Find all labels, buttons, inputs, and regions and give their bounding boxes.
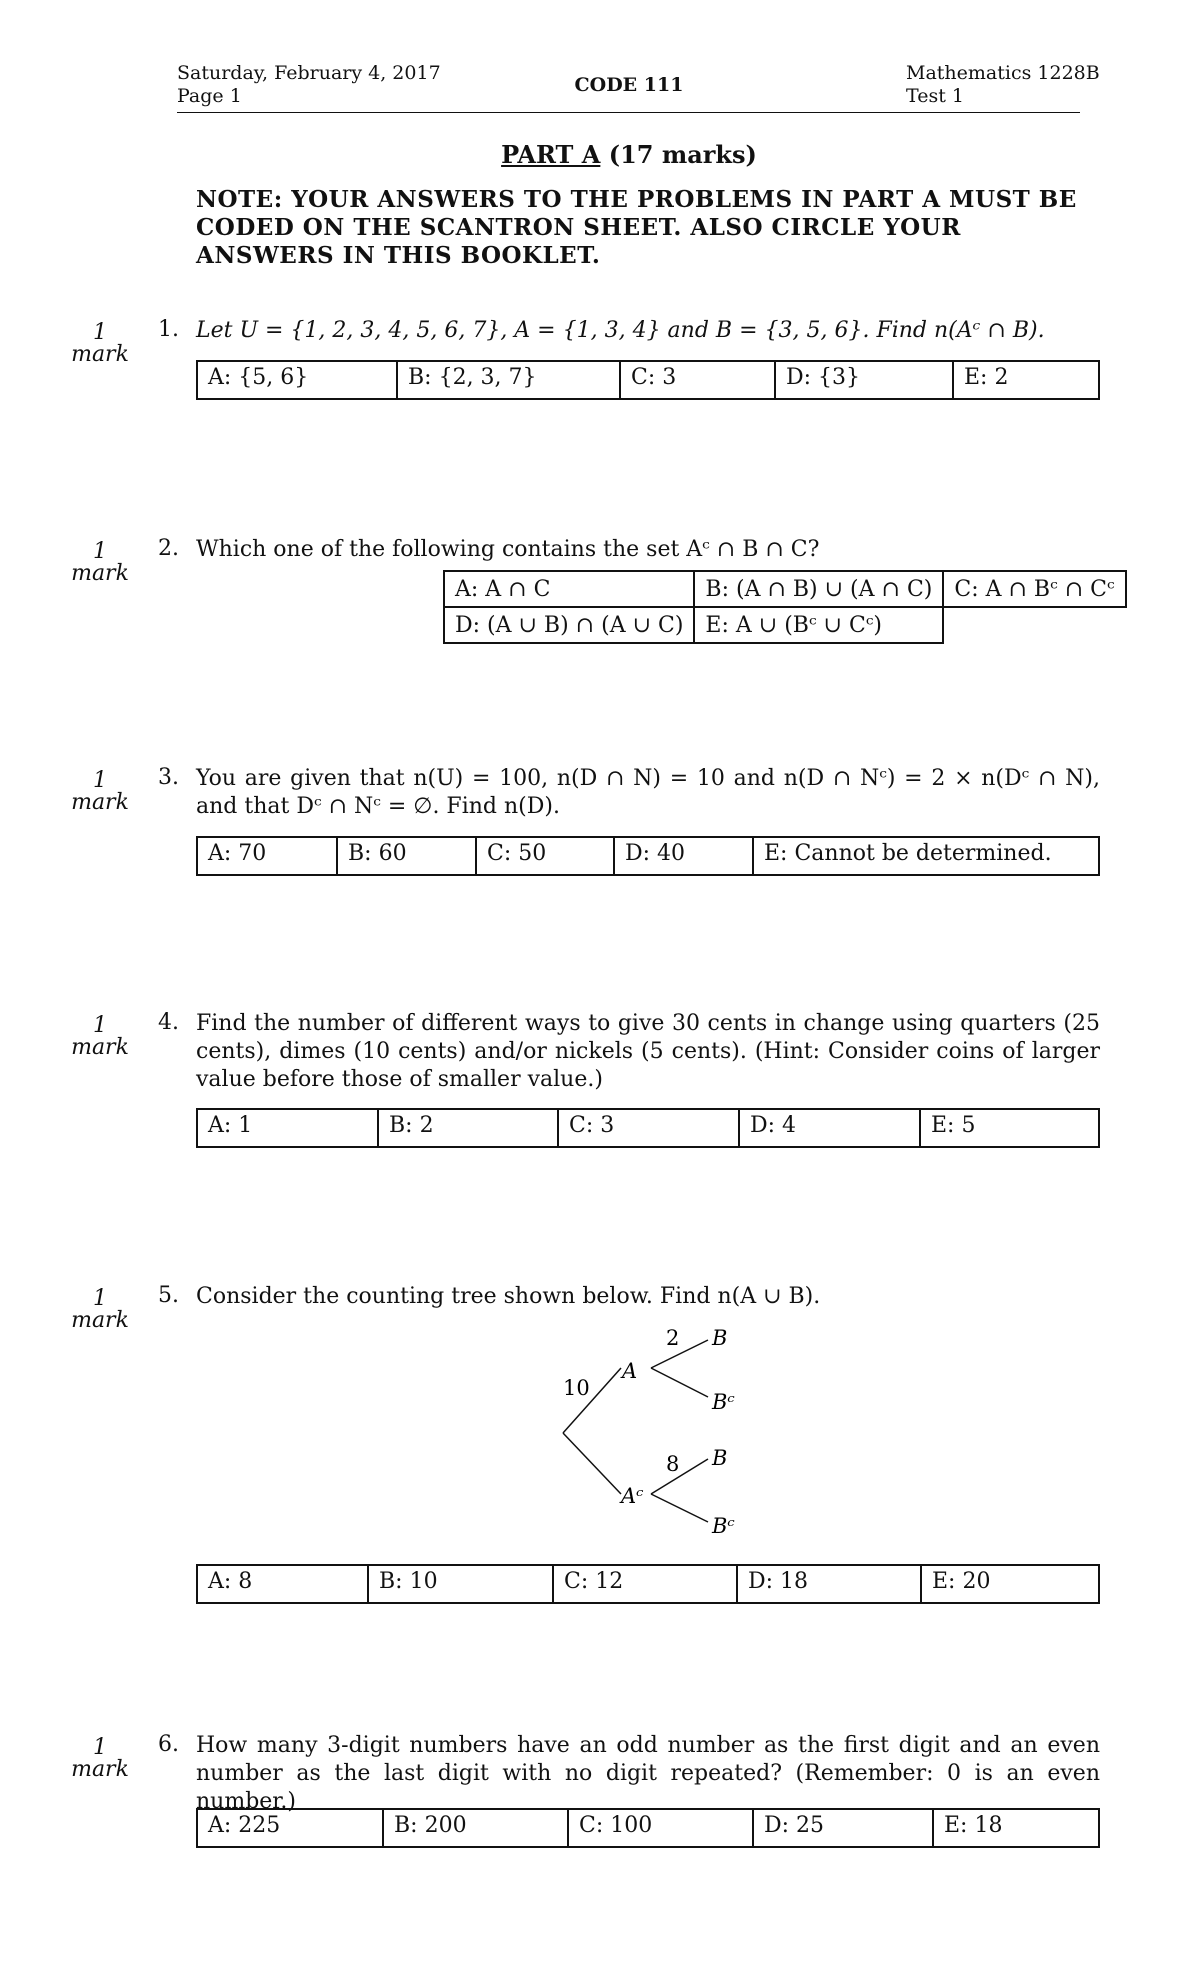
tree-root-count: 10	[563, 1376, 590, 1400]
question-number: 2.	[158, 536, 179, 561]
answer-option-d[interactable]: D: 4	[740, 1110, 921, 1146]
mark-label: 1 mark	[71, 539, 129, 586]
answer-row	[196, 836, 1100, 876]
question-number: 4.	[158, 1010, 179, 1035]
answer-option-c[interactable]: C: 3	[621, 362, 776, 398]
answer-option-a[interactable]: A: {5, 6}	[198, 362, 398, 398]
answer-option-a[interactable]: A: 8	[198, 1566, 369, 1602]
answer-option-d[interactable]: D: 40	[615, 838, 754, 874]
header-rule	[177, 112, 1080, 113]
answer-option-e[interactable]: E: Cannot be determined.	[764, 841, 1052, 866]
answer-option-b[interactable]: B: {2, 3, 7}	[398, 362, 621, 398]
answer-option-b[interactable]: B: 10	[369, 1566, 554, 1602]
mark-label: 1 mark	[71, 768, 129, 815]
answer-option-c[interactable]: C: A ∩ Bᶜ ∩ Cᶜ	[943, 571, 1125, 607]
question-text: Find the number of different ways to give 30 cents in change using quarters (25 cents), dimes (10 cents) and/or nickels (5 cents). (Hint: Consider coins of larger value before those of smaller value.)	[196, 1011, 1100, 1092]
counting-tree	[540, 1325, 800, 1550]
answer-option-b[interactable]: B: 200	[384, 1810, 569, 1846]
answer-option-a[interactable]: A: 70	[198, 838, 338, 874]
tree-branch	[651, 1340, 708, 1368]
answer-option-d[interactable]: D: 25	[754, 1810, 934, 1846]
answer-option-d[interactable]: D: (A ∪ B) ∩ (A ∪ C)	[444, 607, 694, 643]
tree-branch	[651, 1368, 708, 1397]
answer-option-a[interactable]: A: 1	[198, 1110, 379, 1146]
answer-option-d[interactable]: D: {3}	[776, 362, 954, 398]
tree-leaf-b: B	[712, 1326, 728, 1350]
mark-label: 1 mark	[71, 1286, 129, 1333]
answer-option-a[interactable]: A: A ∩ C	[444, 571, 694, 607]
tree-node-a: A	[622, 1359, 638, 1383]
question-number: 6.	[158, 1732, 179, 1757]
header-page: Page 1	[177, 85, 242, 107]
question-number: 5.	[158, 1283, 179, 1308]
header-course: Mathematics 1228B	[906, 62, 1100, 84]
answer-option-a[interactable]: A: 225	[198, 1810, 384, 1846]
answer-option-b[interactable]: B: 60	[338, 838, 477, 874]
question-text: Which one of the following contains the set Aᶜ ∩ B ∩ C?	[196, 537, 820, 562]
question-text: How many 3-digit numbers have an odd number as the first digit and an even number as the last digit with no digit repeated? (Remember: 0 is an even number.)	[196, 1733, 1100, 1814]
answer-option-b[interactable]: B: (A ∩ B) ∪ (A ∩ C)	[694, 571, 943, 607]
part-name: PART A	[501, 140, 601, 169]
tree-leaf-bc: Bᶜ	[712, 1514, 735, 1538]
answer-option-c[interactable]: C: 12	[554, 1566, 738, 1602]
tree-leaf-b: B	[712, 1446, 728, 1470]
mark-label: 1 mark	[71, 320, 129, 367]
mark-label: 1 mark	[71, 1013, 129, 1060]
part-marks: (17 marks)	[608, 140, 757, 169]
answer-option-e[interactable]: E: 20	[932, 1569, 991, 1594]
question-text: Consider the counting tree shown below. Find n(A ∪ B).	[196, 1284, 821, 1309]
tree-count-ac-b: 8	[666, 1452, 680, 1476]
answer-option-b[interactable]: B: 2	[379, 1110, 559, 1146]
tree-count-a-b: 2	[666, 1326, 680, 1350]
answer-row	[196, 360, 1100, 400]
mark-label: 1 mark	[71, 1735, 129, 1782]
tree-node-ac: Aᶜ	[621, 1484, 644, 1508]
question-text: You are given that n(U) = 100, n(D ∩ N) = 10 and n(D ∩ Nᶜ) = 2 × n(Dᶜ ∩ N), and that Dᶜ ∩ Nᶜ = ∅. Find n(D).	[196, 766, 1100, 819]
question-number: 3.	[158, 765, 179, 790]
answer-option-e[interactable]: E: 2	[964, 365, 1009, 390]
answer-option-e[interactable]: E: A ∪ (Bᶜ ∪ Cᶜ)	[694, 607, 943, 643]
answer-option-e[interactable]: E: 5	[931, 1113, 976, 1138]
tree-branch	[651, 1494, 708, 1522]
answer-row	[196, 1108, 1100, 1148]
part-title	[0, 140, 1200, 169]
answer-grid	[443, 570, 1127, 644]
header-test: Test 1	[906, 85, 964, 107]
empty-cell	[943, 607, 1125, 643]
answer-option-c[interactable]: C: 50	[477, 838, 615, 874]
question-text: Let U = {1, 2, 3, 4, 5, 6, 7}, A = {1, 3, 4} and B = {3, 5, 6}. Find n(Aᶜ ∩ B).	[196, 318, 1045, 343]
tree-branch	[563, 1433, 621, 1494]
answer-option-d[interactable]: D: 18	[738, 1566, 922, 1602]
tree-branch	[651, 1459, 708, 1494]
answer-option-e[interactable]: E: 18	[944, 1813, 1003, 1838]
answer-row	[196, 1808, 1100, 1848]
question-number: 1.	[158, 317, 179, 342]
tree-leaf-bc: Bᶜ	[712, 1390, 735, 1414]
header-code: CODE 111	[574, 74, 684, 96]
answer-row	[196, 1564, 1100, 1604]
instructions-note: NOTE: YOUR ANSWERS TO THE PROBLEMS IN PART A MUST BE CODED ON THE SCANTRON SHEET. ALSO CIRCLE YOUR ANSWERS IN THIS BOOKLET.	[196, 186, 1077, 269]
answer-option-c[interactable]: C: 3	[559, 1110, 740, 1146]
header-date: Saturday, February 4, 2017	[177, 62, 441, 84]
answer-option-c[interactable]: C: 100	[569, 1810, 754, 1846]
